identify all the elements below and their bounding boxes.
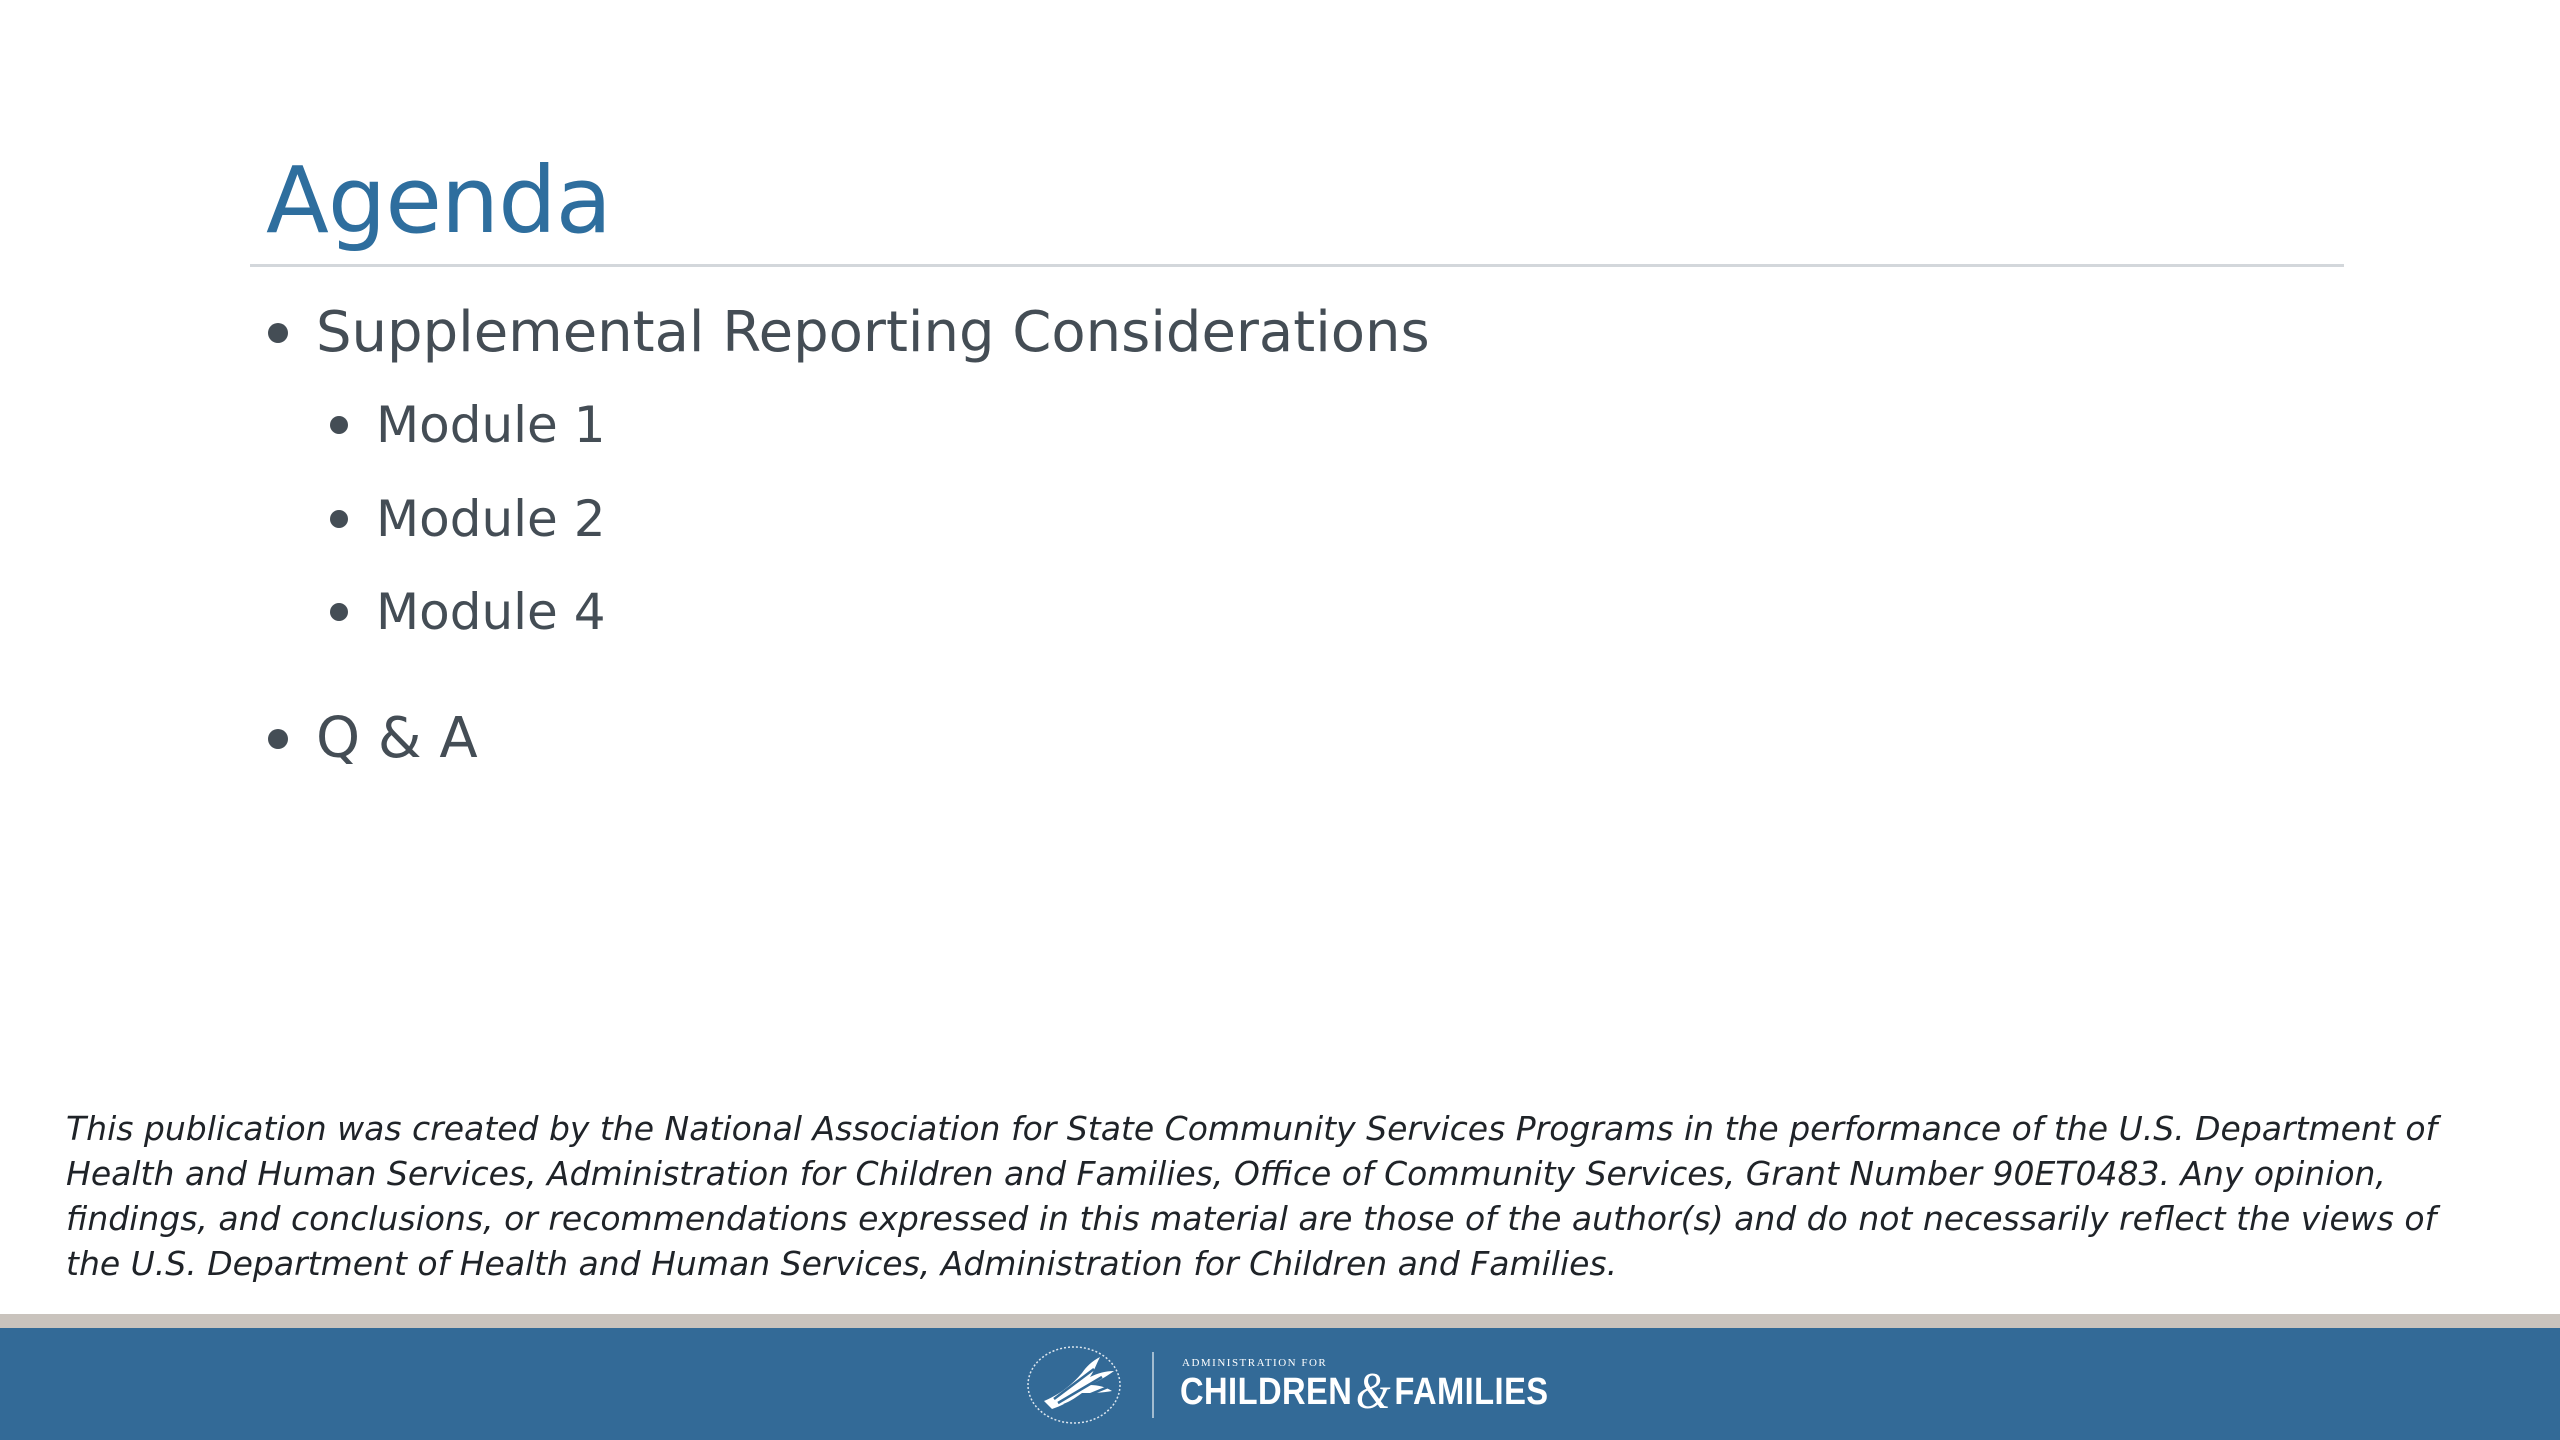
title-underline: [250, 264, 2344, 267]
hhs-eagle-seal-icon: [1024, 1343, 1128, 1427]
agenda-subitem-label: Module 2: [376, 490, 606, 548]
agenda-item-label: Q & A: [316, 706, 478, 771]
agenda-subitem-label: Module 1: [376, 396, 606, 454]
footer-accent-line: [0, 1314, 2560, 1328]
bullet-dot-icon: [330, 510, 348, 528]
agenda-item: [268, 300, 1430, 365]
agenda-subitem-label: Module 4: [376, 583, 606, 641]
logo-divider: [1152, 1352, 1154, 1418]
agenda-subitem: [330, 396, 606, 454]
acf-logo: [1024, 1340, 1609, 1430]
logo-word-children: CHILDREN: [1180, 1370, 1353, 1413]
logo-ampersand: &: [1355, 1363, 1391, 1420]
bullet-dot-icon: [268, 729, 288, 749]
agenda-item-label: Supplemental Reporting Considerations: [316, 300, 1430, 365]
bullet-dot-icon: [330, 603, 348, 621]
logo-wordmark: [1180, 1356, 1609, 1420]
logo-main-text: [1180, 1363, 1549, 1420]
slide-title: Agenda: [266, 147, 612, 254]
funding-disclaimer: This publication was created by the National Association for State Community Services Programs in the performance of the U.S. Department of Health and Human Services, Administration for Children and Families, Office of Community Services, Grant Number 90ET0483. Any opinion, findings, and conclusions, or recommendations expressed in this material are those of the author(s) and do not necessarily reflect the views of the U.S. Department of Health and Human Services, Administration for Children and Families.: [66, 1109, 2438, 1283]
agenda-subitem: [330, 583, 606, 641]
logo-word-families: FAMILIES: [1394, 1370, 1549, 1413]
bullet-dot-icon: [268, 323, 288, 343]
logo-small-text: ADMINISTRATION FOR: [1182, 1356, 1328, 1369]
agenda-item: [268, 706, 478, 771]
agenda-subitem: [330, 490, 606, 548]
bullet-dot-icon: [330, 416, 348, 434]
